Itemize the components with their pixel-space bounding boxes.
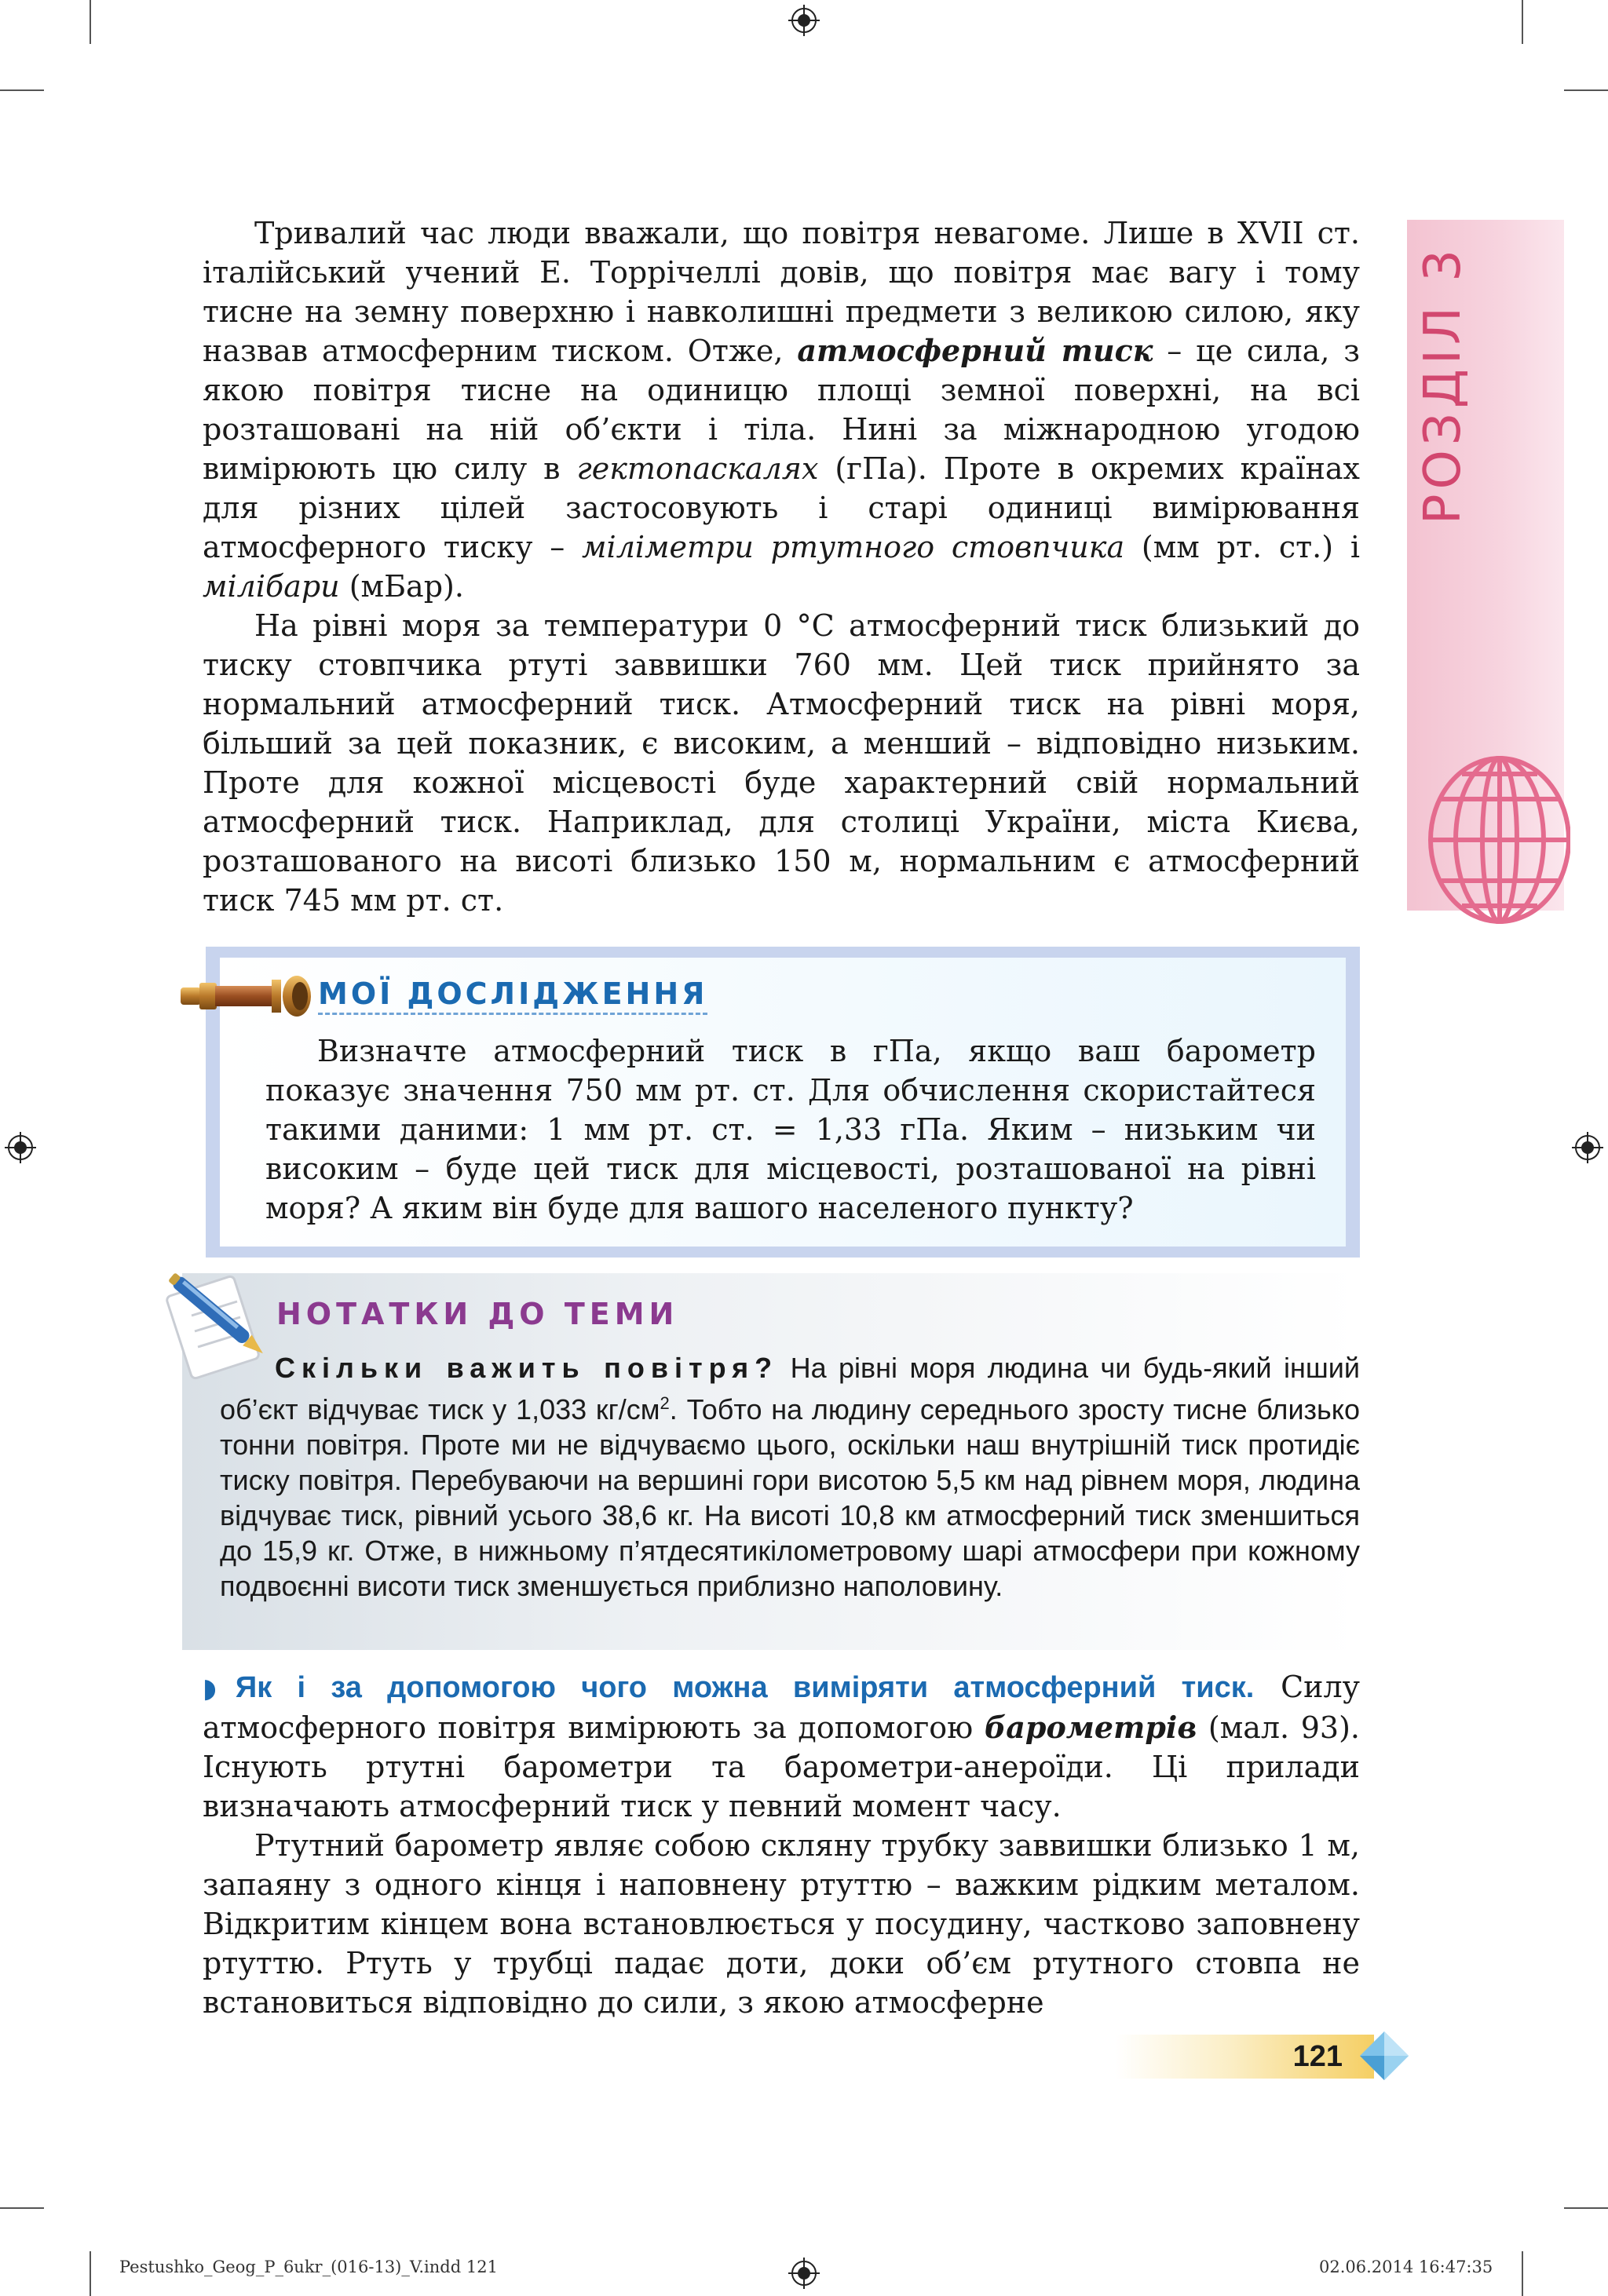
date-slug: 02.06.2014 16:47:35: [1319, 2258, 1493, 2276]
paragraph: На рівні моря за температури 0 °С атмосферний тиск близький до тиску стовпчика ртуті заввишки 760 мм. Цей тиск прийнято за нормальний атмосферний тиск. Атмосферний тиск на рівні моря, більший за цей показник, є високим, а менший – відповідно низьким. Проте для кожної місцевості буде характерний свій нормальний атмосферний тиск. Наприклад, для столиці України, міста Києва, розташованого на висоті близько 150 м, нормальним є атмосферний тиск 745 мм рт. ст.: [203, 608, 1360, 918]
crop-mark: [1564, 89, 1608, 91]
registration-mark-icon: [788, 5, 820, 36]
registration-mark-icon: [5, 1132, 36, 1163]
main-text: [203, 214, 1360, 920]
crop-mark: [1522, 2251, 1523, 2296]
research-text: Визначте атмосферний тиск в гПа, якщо ваш барометр показує значення 750 мм рт. ст. Для обчислення скористайтеся такими даними: 1 мм рт. ст. = 1,33 гПа. Яким – низьким чи високим – буде цей тиск для місцевості, розташованої на рівні моря? А яким він буде для вашого населеного пункту?: [265, 1034, 1316, 1225]
paragraph: Тривалий час люди вважали, що повітря невагоме. Лише в XVII ст. італійський учений Е. Торрічеллі довів, що повітря має вагу і тому тисне на земну поверхню і навколишні предмети з великою силою, яку назвав атмосферним тиском. Отже, атмосферний тиск – це сила, з якою повітря тисне на одиницю площі земної поверхні, на всі розташовані на ній об’єкти і тіла. Нині за міжнародною угодою вимірюють цю силу в гектопаскалях (гПа). Проте в окремих країнах для різних цілей застосовують і старі одиниці вимірювання атмосферного тиску – міліметри ртутного стовпчика (мм рт. ст.) і мілібари (мБар).: [203, 216, 1360, 604]
crop-mark: [1522, 0, 1523, 44]
research-heading: МОЇ ДОСЛІДЖЕННЯ: [318, 976, 707, 1015]
chapter-title: РОЗДІЛ 3: [1414, 244, 1472, 525]
notes-lead: Скільки важить повітря?: [275, 1352, 779, 1384]
crop-mark: [0, 89, 44, 91]
crop-mark: [1564, 2207, 1608, 2209]
section-text: [203, 1667, 1360, 2022]
registration-mark-icon: [788, 2258, 820, 2289]
registration-mark-icon: [1572, 1132, 1603, 1163]
section-heading: Як і за допомогою чого можна виміряти атмосферний тиск.: [235, 1671, 1255, 1704]
crop-mark: [90, 2251, 91, 2296]
page-number: 121: [1292, 2040, 1343, 2073]
file-slug: Pestushko_Geog_P_6ukr_(016-13)_V.indd 121: [119, 2258, 498, 2276]
notes-text: Скільки важить повітря? На рівні моря людина чи будь-який інший об’єкт відчуває тиск у 1,033 $кг/см^2$. Тобто на людину середнього зросту тисне близько тонни повітря. Проте ми не відчуваємо цього, оскільки наш внутрішній тиск протидіє тиску повітря. Перебуваючи на вершині гори висотою 5,5 км над рівнем моря, людина відчуває тиск, рівний усього 38,6 кг. На висоті 10,8 км атмосферний тиск зменшиться до 15,9 кг. Отже, в нижньому п’ятдесятикілометровому шарі атмосфери при кожному подвоєнні висоти тиск зменшується приблизно наполовину.: [220, 1352, 1360, 1602]
section-bullet-icon: ◗: [203, 1673, 217, 1704]
crop-mark: [90, 0, 91, 44]
spyglass-icon: [174, 959, 316, 1030]
globe-icon: [1413, 747, 1570, 928]
page-corner-diamond-icon: [1358, 2030, 1410, 2082]
crop-mark: [0, 2207, 44, 2209]
notes-heading: НОТАТКИ ДО ТЕМИ: [276, 1297, 679, 1331]
paragraph: Ртутний барометр являє собою скляну трубку заввишки близько 1 м, запаяну з одного кінця і наповнену ртуттю – важким рідким металом. Відкритим кінцем вона встановлюється у посудину, частково заповнену ртуттю. Ртуть у трубці падає доти, доки об’єм ртутного стовпа не встановиться відповідно до сили, з якою атмосферне: [203, 1828, 1360, 2020]
section-paragraph: ◗ Як і за допомогою чого можна виміряти атмосферний тиск. Силу атмосферного повітря вимірюють за допомогою барометрів (мал. 93). Існують ртутні барометри та барометри-анероїди. Ці прилади визначають атмосферний тиск у певний момент часу.: [203, 1670, 1360, 1823]
